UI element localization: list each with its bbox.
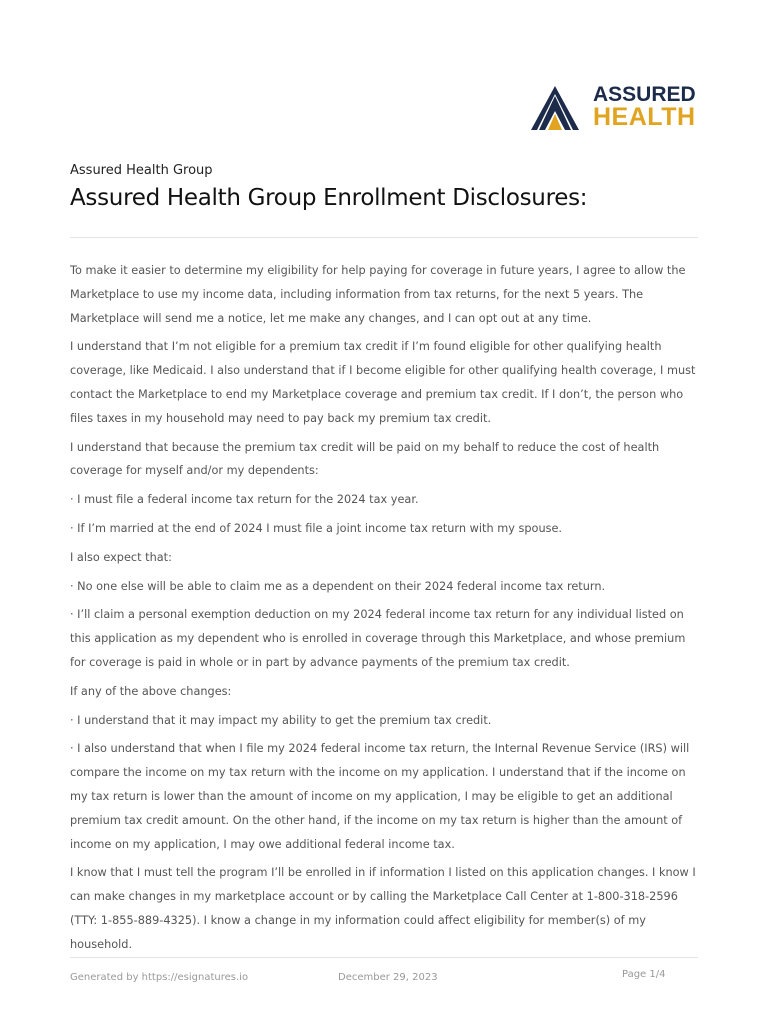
paragraph: I know that I must tell the program I’ll be enrolled in if information I listed on this application changes. I know I can make changes in my marketplace account or by calling the Marketplace Call Center at 1-800-318-2596 (TTY: 1-855-889-4325). I know a change in my information could affect eligibility for member(s) of my household.: [70, 866, 696, 951]
logo-line-assured: ASSURED: [593, 83, 696, 106]
logo-line-health: HEALTH: [593, 103, 696, 131]
paragraph: I understand that because the premium tax credit will be paid on my behalf to reduce the cost of health coverage for myself and/or my dependents:: [70, 440, 660, 478]
footer-generated-by: Generated by https://esignatures.io: [70, 972, 249, 983]
footer-divider: [70, 957, 698, 958]
bullet-item: · I understand that it may impact my ability to get the premium tax credit.: [70, 713, 492, 727]
organization-name: Assured Health Group: [70, 163, 213, 178]
bullet-item: · No one else will be able to claim me as a dependent on their 2024 federal income tax return.: [70, 579, 606, 593]
bullet-item: · I must file a federal income tax return for the 2024 tax year.: [70, 493, 419, 507]
paragraph: I also expect that:: [70, 550, 172, 564]
footer-date: December 29, 2023: [338, 972, 438, 983]
header-divider: [70, 237, 698, 238]
document-title: Assured Health Group Enrollment Disclosures:: [70, 185, 588, 211]
assured-health-logo: [529, 84, 696, 132]
logo-mountain-icon: [529, 84, 581, 132]
paragraph: If any of the above changes:: [70, 684, 232, 698]
paragraph: I understand that I’m not eligible for a premium tax credit if I’m found eligible for other qualifying health coverage, like Medicaid. I also understand that if I become eligible for other qualifying health coverage, I must contact the Marketplace to end my Marketplace coverage and premium tax credit. If I don’t, the person who files taxes in my household may need to pay back my premium tax credit.: [70, 340, 696, 425]
footer-page-number: Page 1/4: [622, 969, 666, 980]
disclosure-body: [70, 259, 698, 962]
logo-wordmark: [593, 83, 696, 131]
bullet-item: · If I’m married at the end of 2024 I must file a joint income tax return with my spouse.: [70, 521, 563, 535]
paragraph: To make it easier to determine my eligibility for help paying for coverage in future years, I agree to allow the Marketplace to use my income data, including information from tax returns, for the next 5 years. The Marketplace will send me a notice, let me make any changes, and I can opt out at any time.: [70, 264, 686, 325]
bullet-item: · I also understand that when I file my 2024 federal income tax return, the Internal Revenue Service (IRS) will compare the income on my tax return with the income on my application. I understand that if the income on my tax return is lower than the amount of income on my application, I may be eligible to get an additional premium tax credit amount. On the other hand, if the income on my tax return is higher than the amount of income on my application, I may owe additional federal income tax.: [70, 742, 690, 851]
bullet-item: · I’ll claim a personal exemption deduction on my 2024 federal income tax return for any individual listed on this application as my dependent who is enrolled in coverage through this Marketplace, and whose premium for coverage is paid in whole or in part by advance payments of the premium tax credit.: [70, 608, 686, 669]
